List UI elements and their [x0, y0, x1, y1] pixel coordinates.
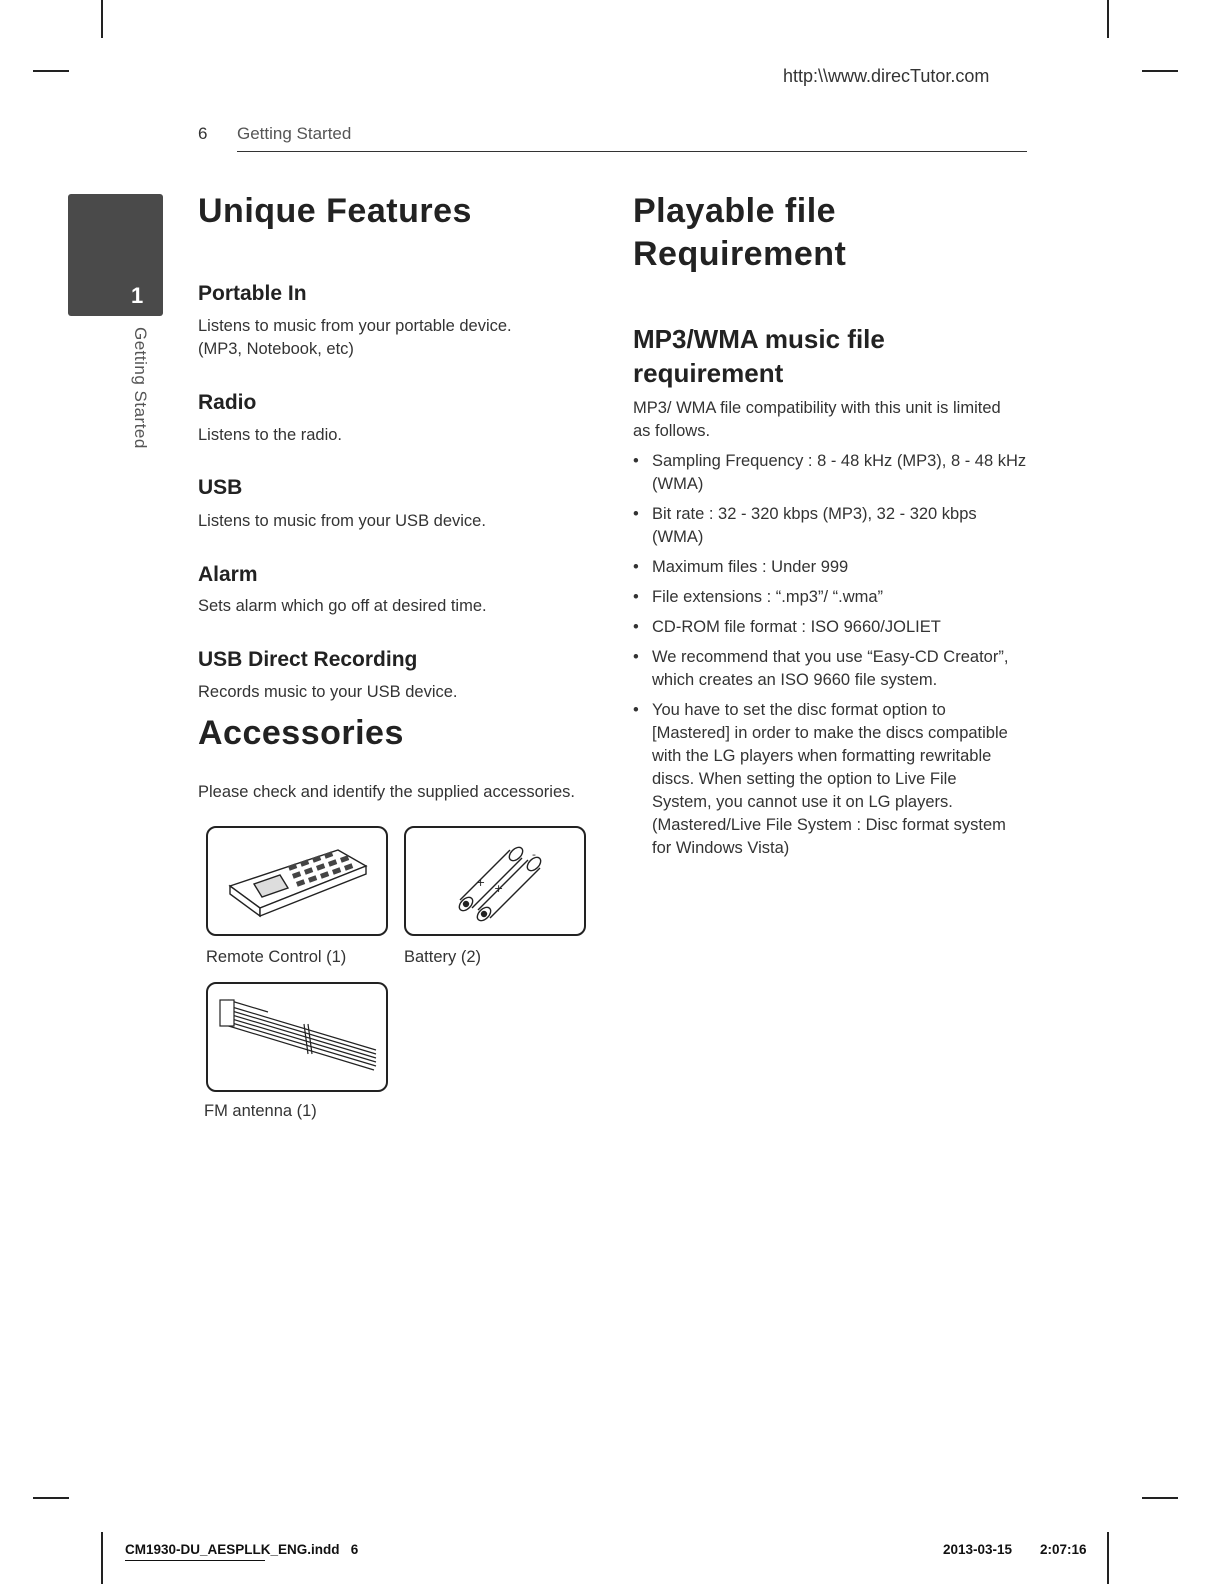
list-item: • Bit rate : 32 - 320 kbps (MP3), 32 - 320 kbps (WMA): [633, 503, 1033, 549]
header-rule: [237, 151, 1027, 152]
page-number: 6: [198, 124, 208, 143]
source-url[interactable]: http:\\www.direcTutor.com: [783, 66, 990, 86]
crop-mark: [33, 1497, 69, 1499]
svg-text:+: +: [494, 882, 504, 895]
list-item: • CD-ROM file format : ISO 9660/JOLIET: [633, 616, 1033, 639]
list-item: • Maximum files : Under 999: [633, 556, 1033, 579]
crop-mark: [1107, 1532, 1109, 1584]
section-title: Getting Started: [237, 124, 352, 143]
accessories-title: Accessories: [198, 714, 404, 752]
crop-mark: [101, 1532, 103, 1584]
svg-text:-: -: [532, 848, 536, 861]
accessory-label: Battery (2): [404, 948, 482, 966]
feature-text: Listens to music from your USB device.: [198, 512, 486, 530]
list-item: • You have to set the disc format option to [Mastered] in order to make the discs compatible with the LG players when formatting rewritable discs. When setting the option to Live File System, you cannot use it on LG players. (Mastered/Live File System : Disc format system for Windows Vista): [633, 699, 1033, 860]
list-item: • Sampling Frequency : 8 - 48 kHz (MP3), 8 - 48 kHz (WMA): [633, 450, 1033, 496]
accessories-intro: Please check and identify the supplied accessories.: [198, 783, 575, 801]
fm-antenna-icon: [208, 984, 386, 1090]
svg-text:+: +: [476, 876, 486, 889]
chapter-label: Getting Started: [131, 327, 150, 449]
feature-heading: Portable In: [198, 282, 307, 305]
feature-text: Listens to the radio.: [198, 426, 343, 444]
chapter-tab: [68, 194, 163, 316]
accessory-label: FM antenna (1): [204, 1102, 317, 1120]
mp3-wma-subtitle: MP3/WMA music file requirement: [633, 324, 885, 388]
crop-mark: [1142, 70, 1178, 72]
crop-mark: [101, 0, 103, 38]
requirement-list: [633, 450, 1033, 867]
accessory-card-battery: [404, 826, 586, 936]
footer-date: 2013-03-15: [943, 1542, 1013, 1557]
list-item: • File extensions : “.mp3”/ “.wma”: [633, 586, 1033, 609]
accessory-card-remote: [206, 826, 388, 936]
feature-heading: Alarm: [198, 563, 258, 586]
mp3-wma-intro: MP3/ WMA file compatibility with this unit is limited as follows.: [633, 399, 1001, 440]
feature-text: Listens to music from your portable device. (MP3, Notebook, etc): [198, 317, 512, 358]
battery-icon: [406, 828, 584, 934]
feature-heading: USB: [198, 476, 243, 499]
footer-time: 2:07:16: [1040, 1542, 1087, 1557]
feature-heading: USB Direct Recording: [198, 648, 418, 671]
crop-mark: [33, 70, 69, 72]
chapter-number: 1: [131, 283, 144, 308]
remote-control-icon: [208, 828, 386, 934]
list-item: • We recommend that you use “Easy-CD Creator”, which creates an ISO 9660 file system.: [633, 646, 1033, 692]
footer-underline: [125, 1560, 265, 1561]
accessory-label: Remote Control (1): [206, 948, 347, 966]
feature-text: Records music to your USB device.: [198, 683, 458, 701]
feature-heading: Radio: [198, 391, 257, 414]
crop-mark: [1107, 0, 1109, 38]
crop-mark: [1142, 1497, 1178, 1499]
footer-filename: CM1930-DU_AESPLLK_ENG.indd 6: [125, 1542, 359, 1557]
feature-text: Sets alarm which go off at desired time.: [198, 597, 487, 615]
accessory-card-antenna: [206, 982, 388, 1092]
unique-features-title: Unique Features: [198, 192, 472, 230]
playable-title: Playable file Requirement: [633, 192, 847, 273]
